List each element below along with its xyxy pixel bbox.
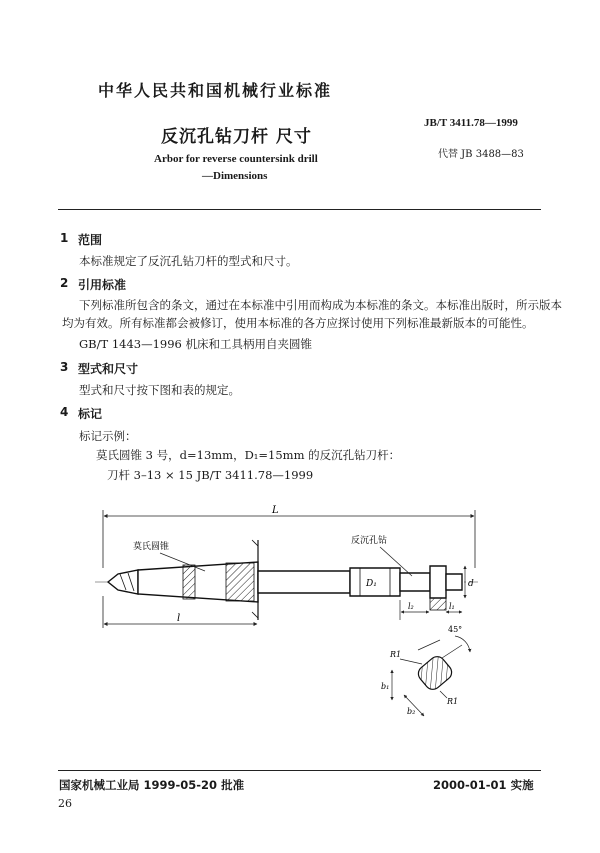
dim-L-label: L [272,505,279,516]
header-divider [58,209,541,210]
standard-number: JB/T 3411.78—1999 [424,117,518,129]
arbor-drawing [0,495,600,740]
effective-date: 2000-01-01 实施 [433,778,534,792]
section-2-reference: GB/T 1443—1996 机床和工具柄用自夹圆锥 [79,337,313,351]
detail-R1-bottom: R1 [447,697,459,706]
marking-example-desc: 莫氏圆锥 3 号，d=13mm，D₁=15mm 的反沉孔钻刀杆： [96,448,401,462]
document-title-cn: 反沉孔钻刀杆 尺寸 [161,127,312,147]
section-1-number: 1 [60,231,69,245]
section-1-text: 本标准规定了反沉孔钻刀杆的型式和尺寸。 [79,254,298,268]
detail-b2-label: b₂ [407,707,416,716]
detail-R1-top: R1 [390,650,402,659]
detail-angle-label: 45° [448,625,463,634]
section-2-text-line2: 均为有效。所有标准都会被修订，使用本标准的各方应探讨使用下列标准最新版本的可能性。 [62,316,534,330]
document-title-en-line2: —Dimensions [202,170,268,182]
section-2-title: 引用标准 [78,278,127,292]
dimension-L [103,505,475,568]
dim-D1-label: D₁ [366,579,377,589]
detail-b1-label: b₁ [381,682,390,691]
detail-view [381,625,470,716]
footer-divider [58,770,541,771]
document-title-en-line1: Arbor for reverse countersink drill [154,153,318,165]
dim-l-label: l [177,613,181,624]
dim-l1-label: l₁ [449,602,455,611]
dim-d-label: d [468,579,474,589]
section-2-text-line1: 下列标准所包含的条文，通过在本标准中引用而构成为本标准的条文。本标准出版时，所示版本 [79,298,562,312]
marking-example-code: 刀杆 3–13 × 15 JB/T 3411.78—1999 [107,468,314,482]
section-2-number: 2 [60,276,69,290]
dim-l2-label: l₂ [408,602,414,611]
issuer-approval: 国家机械工业局 1999-05-20 批准 [59,778,245,792]
label-morse-taper: 莫氏圆锥 [133,542,170,552]
label-reverse-drill: 反沉孔钻 [351,536,388,546]
section-3-text: 型式和尺寸按下图和表的规定。 [79,383,240,397]
section-1-title: 范围 [78,233,103,247]
section-4-title: 标记 [78,407,103,421]
replaces-standard: 代替 JB 3488—83 [438,149,524,160]
arbor-body [258,566,462,610]
standard-body-title: 中华人民共和国机械行业标准 [98,81,333,100]
section-3-number: 3 [60,360,69,374]
section-3-title: 型式和尺寸 [78,362,139,376]
marking-example-label: 标记示例： [79,429,137,443]
section-4-number: 4 [60,405,69,419]
page-number: 26 [58,797,72,810]
taper-shank [108,562,258,602]
